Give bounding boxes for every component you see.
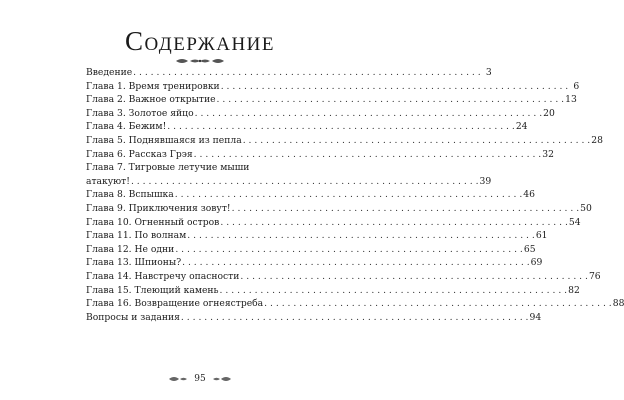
toc-entry bbox=[86, 120, 528, 134]
toc-entry-page: 24 bbox=[515, 121, 528, 133]
toc-entry bbox=[86, 311, 542, 325]
toc-entry-title: Глава 14. Навстречу опасности bbox=[86, 270, 240, 282]
toc-entry-page: 82 bbox=[568, 284, 580, 296]
toc-dot-leader bbox=[193, 148, 543, 162]
toc-entry bbox=[86, 216, 581, 230]
toc-entry-title: Вопросы и задания bbox=[86, 311, 180, 323]
toc-entry-page: 20 bbox=[543, 107, 555, 119]
toc-dot-leader bbox=[166, 120, 516, 134]
page-footer bbox=[0, 372, 400, 386]
toc-dot-leader bbox=[263, 297, 613, 311]
toc-entry bbox=[86, 134, 603, 148]
toc-entry-page: 94 bbox=[529, 311, 542, 323]
toc-entry-page: 54 bbox=[568, 216, 581, 228]
toc-entry bbox=[86, 93, 577, 107]
toc-entry-title: Глава 9. Приключения зовут! bbox=[86, 202, 231, 214]
toc-entry bbox=[86, 256, 543, 270]
toc-entry-title: Глава 3. Золотое яйцо bbox=[86, 107, 194, 119]
toc-entry-title: Введение bbox=[86, 67, 133, 78]
toc-entry-page: 65 bbox=[523, 243, 536, 255]
page-title: Содержание bbox=[124, 26, 276, 56]
ornament-divider-icon bbox=[174, 56, 226, 66]
toc-entry-page: 69 bbox=[530, 257, 543, 269]
table-of-contents bbox=[86, 66, 624, 324]
toc-entry bbox=[86, 202, 592, 216]
toc-entry-title: Глава 16. Возвращение огнеястреба bbox=[86, 298, 264, 310]
footer-ornament-left-icon bbox=[168, 375, 188, 383]
toc-entry-page: 39 bbox=[479, 175, 492, 187]
toc-entry-page: 28 bbox=[591, 134, 603, 146]
toc-entry-title: Глава 12. Не одни bbox=[86, 243, 175, 255]
toc-dot-leader bbox=[216, 93, 566, 107]
toc-entry-page: 46 bbox=[523, 189, 535, 201]
toc-entry bbox=[86, 161, 492, 188]
toc-entry-page: 6 bbox=[573, 80, 580, 92]
toc-entry bbox=[86, 243, 536, 257]
toc-dot-leader bbox=[132, 66, 482, 80]
toc-dot-leader bbox=[231, 202, 581, 216]
toc-entry-title: Глава 7. Тигровые летучие мыши bbox=[86, 162, 250, 174]
toc-dot-leader bbox=[194, 107, 544, 121]
footer-ornament-right-icon bbox=[212, 375, 232, 383]
toc-dot-leader bbox=[219, 216, 569, 230]
toc-entry-page: 32 bbox=[542, 148, 554, 160]
toc-dot-leader bbox=[220, 80, 570, 94]
page-number: 95 bbox=[194, 374, 206, 384]
toc-entry bbox=[86, 188, 535, 202]
toc-entry-title: Глава 2. Важное открытие bbox=[86, 94, 216, 106]
toc-entry-page: 88 bbox=[612, 298, 624, 310]
toc-entry-title: Глава 13. Шпионы? bbox=[86, 257, 182, 269]
toc-entry-title: Глава 11. По волнам bbox=[86, 230, 187, 242]
toc-entry-page: 50 bbox=[580, 202, 592, 214]
toc-entry-title-continued: атакуют! bbox=[86, 175, 130, 187]
toc-entry bbox=[86, 297, 624, 311]
toc-entry-page: 13 bbox=[565, 94, 577, 106]
toc-entry bbox=[86, 284, 580, 298]
toc-entry-page: 76 bbox=[588, 270, 601, 282]
toc-entry bbox=[86, 107, 555, 121]
toc-entry-page: 3 bbox=[485, 67, 492, 78]
toc-entry-page: 61 bbox=[535, 230, 548, 242]
toc-entry-title: Глава 5. Поднявшаяся из пепла bbox=[86, 134, 242, 146]
toc-entry-title: Глава 1. Время тренировки bbox=[86, 80, 220, 92]
toc-dot-leader bbox=[219, 284, 569, 298]
toc-dot-leader bbox=[239, 270, 589, 284]
toc-entry-title: Глава 6. Рассказ Грэя bbox=[86, 148, 193, 160]
toc-entry-title: Глава 15. Тлеющий камень bbox=[86, 284, 219, 296]
toc-entry-title: Глава 8. Вспышка bbox=[86, 189, 174, 201]
toc-dot-leader bbox=[130, 175, 480, 189]
toc-dot-leader bbox=[174, 188, 524, 202]
toc-dot-leader bbox=[181, 256, 531, 270]
toc-entry bbox=[86, 229, 548, 243]
toc-dot-leader bbox=[242, 134, 592, 148]
toc-entry bbox=[86, 270, 601, 284]
toc-dot-leader bbox=[186, 229, 536, 243]
toc-entry bbox=[86, 66, 492, 80]
toc-dot-leader bbox=[174, 243, 524, 257]
toc-entry bbox=[86, 80, 580, 94]
toc-dot-leader bbox=[180, 311, 530, 325]
toc-entry bbox=[86, 148, 554, 162]
toc-entry-title: Глава 10. Огненный остров bbox=[86, 216, 220, 228]
toc-entry-title: Глава 4. Бежим! bbox=[86, 121, 167, 133]
